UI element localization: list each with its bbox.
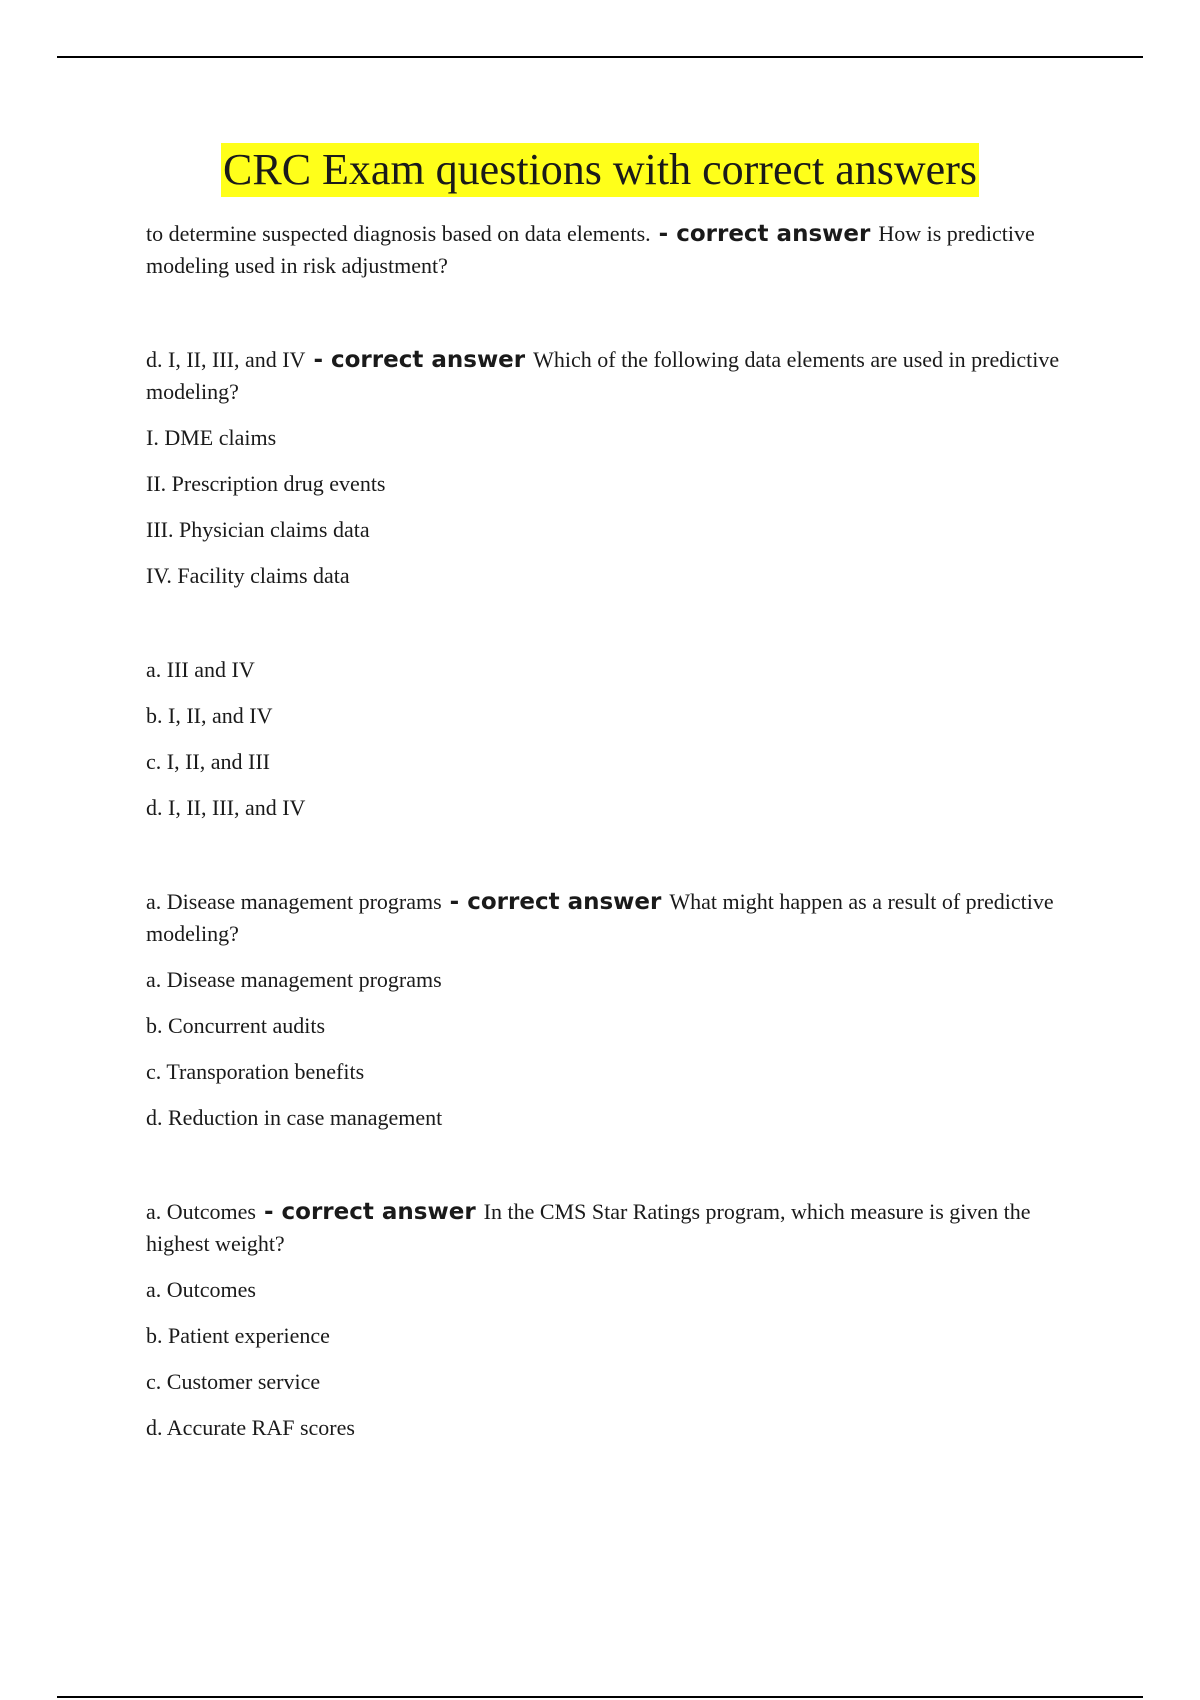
answer-option: a. Outcomes [146,1277,256,1302]
list-item: IV. Facility claims data [146,563,350,588]
answer-option: c. Transporation benefits [146,1059,365,1084]
qa-paragraph-2 [146,344,1091,407]
question-text: What might happen as a result of predictive modeling? [146,889,1054,946]
answer-text: d. I, II, III, and IV [146,347,306,372]
answer-option: d. Reduction in case management [146,1105,443,1130]
list-item: II. Prescription drug events [146,471,386,496]
list-item: III. Physician claims data [146,517,370,542]
correct-answer-separator: - correct answer [650,221,879,247]
qa-paragraph-4 [146,1196,1091,1259]
block-gap [146,1148,1091,1196]
title-container [0,143,1200,197]
answer-text: a. Outcomes [146,1199,256,1224]
correct-answer-separator: - correct answer [441,889,670,915]
answer-option: c. I, II, and III [146,749,270,774]
answer-option: a. Disease management programs [146,967,442,992]
top-rule [57,56,1143,58]
answer-text: a. Disease management programs [146,889,442,914]
block-gap [146,606,1091,654]
document-title: CRC Exam questions with correct answers [221,143,979,197]
correct-answer-separator: - correct answer [305,347,534,373]
question-text: Which of the following data elements are used in predictive modeling? [146,347,1060,404]
answer-option: b. Concurrent audits [146,1013,326,1038]
answer-option: c. Customer service [146,1369,321,1394]
qa-paragraph-3 [146,886,1091,949]
list-item: I. DME claims [146,425,277,450]
block-gap [146,296,1091,344]
answer-option: b. Patient experience [146,1323,330,1348]
answer-option: a. III and IV [146,657,255,682]
question-text: In the CMS Star Ratings program, which measure is given the highest weight? [146,1199,1031,1256]
answer-text: to determine suspected diagnosis based on data elements. [146,221,651,246]
qa-paragraph-1 [146,218,1091,281]
bottom-rule [57,1696,1143,1698]
block-gap [146,838,1091,886]
document-body [146,218,1091,1458]
correct-answer-separator: - correct answer [255,1199,484,1225]
answer-option: d. I, II, III, and IV [146,795,306,820]
question-text: How is predictive modeling used in risk adjustment? [146,221,1035,278]
answer-option: d. Accurate RAF scores [146,1415,355,1440]
answer-option: b. I, II, and IV [146,703,273,728]
